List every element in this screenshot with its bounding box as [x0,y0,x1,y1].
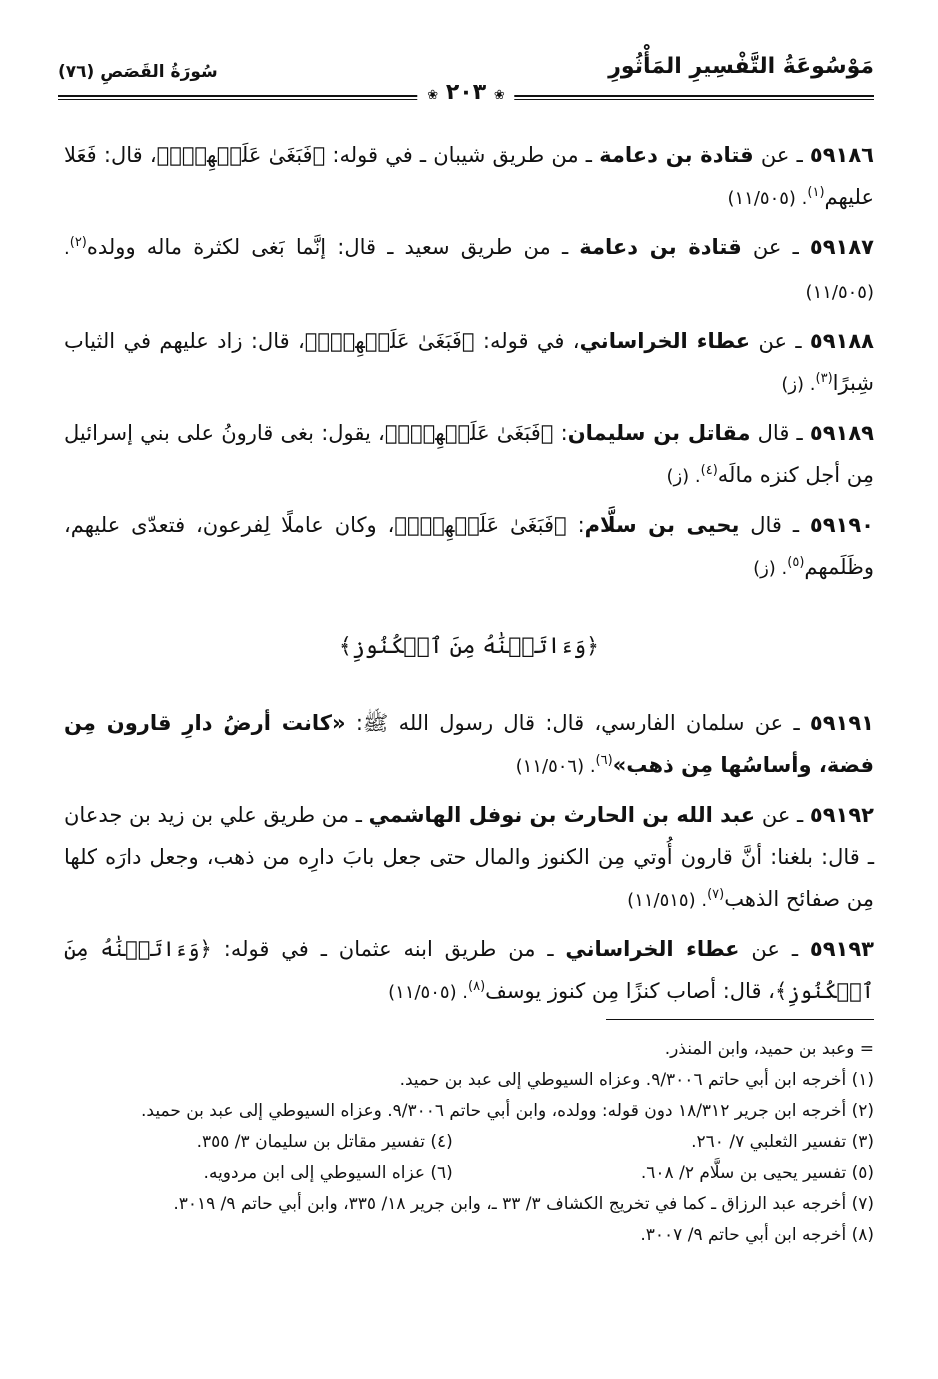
entry-number: ٥٩١٨٦ [809,143,874,167]
entry-text: ، قال: أصاب كنزًا مِن كنوز يوسف [485,979,775,1003]
surah-title: سُورَةُ القَصَصِ (٧٦) [58,62,218,82]
narrator-name: مقاتل بن سليمان [567,421,751,445]
footnote-4: (٤) تفسير مقاتل بن سليمان ٣/ ٣٥٥. [196,1132,453,1152]
footnote-marker: (٨) [468,979,486,994]
narration-entry [64,504,874,590]
volume-reference: . (ز) [781,374,816,395]
footnote-7: (٧) أخرجه عبد الرزاق ـ كما في تخريج الكشاف ٣/ ٣٣ ـ، وابن جرير ١٨/ ٣٣٥، وابن أبي حاتم ٩/ ٣٠١٩. [173,1194,874,1214]
main-text [64,134,874,1020]
volume-reference: . (١١/٥٠٥) [727,188,808,209]
entry-text: ، وكان عاملًا لِفرعون، فتعدّى عليهم، وظَلَمهم [64,513,874,579]
footnote-row [64,1127,874,1158]
entry-text: ـ من طريق شيبان ـ في قوله: [325,143,600,167]
narrator-name: قتادة بن دعامة [579,235,742,259]
narrator-name: عطاء الخراساني [579,329,751,353]
footnote-1: (١) أخرجه ابن أبي حاتم ٩/٣٠٠٦. وعزاه السيوطي إلى عبد بن حميد. [399,1070,874,1090]
quran-quote: ﴿فَبَغَىٰ عَلَيۡهِمۡۖ﴾ [304,329,475,353]
footnotes [64,1034,874,1251]
narration-entry [64,134,874,220]
footnote-marker: (٥) [787,555,805,570]
ornament-icon: ❀ [493,88,505,103]
page-number: ٢٠٣ [445,80,487,105]
narration-entry [64,412,874,498]
entry-text: ـ عن [755,803,810,827]
footnote-6: (٦) عزاه السيوطي إلى ابن مردويه. [203,1163,453,1183]
quran-quote: ﴿فَبَغَىٰ عَلَيۡهِمۡۖ﴾ [394,513,567,537]
entry-number: ٥٩١٩٠ [809,513,874,537]
footnote-8: (٨) أخرجه ابن أبي حاتم ٩/ ٣٠٠٧. [640,1225,874,1245]
page-header [58,50,874,106]
narrator-name: عبد الله بن الحارث بن نوفل الهاشمي [368,803,756,827]
footnote-row [64,1158,874,1189]
page-number-box [417,80,514,105]
footnote-divider [606,1019,874,1020]
entry-text: ، قال: زاد عليهم في الثياب شِبرًا [64,329,874,395]
footnote-5: (٥) تفسير يحيى بن سلَّام ٢/ ٦٠٨. [640,1163,874,1183]
volume-reference: . (١١/٥١٥) [627,890,708,911]
narration-entry [64,702,874,788]
narrator-name: عطاء الخراساني [565,937,740,961]
footnote-marker: (٣) [815,371,833,386]
entry-text: ، يقول: بغى قارونُ على بني إسرائيل مِن أجل كنزه مالَه [64,421,874,487]
footnote-marker: (٦) [595,753,613,768]
entry-number: ٥٩١٨٨ [809,329,874,353]
volume-reference: . (ز) [753,558,788,579]
entry-text: : [553,421,568,445]
entry-text: ـ من طريق سعيد ـ قال: إنَّما بَغى لكثرة ماله وولده [86,235,580,259]
entry-text: ـ قال [739,513,810,537]
quran-quote: ﴿فَبَغَىٰ عَلَيۡهِمۡۖ﴾ [384,421,554,445]
entry-text: ـ عن [741,235,810,259]
section-heading: ﴿وَءَاتَيۡنَٰهُ مِنَ ٱلۡكُنُوزِ﴾ [338,634,600,659]
footnote-marker: (١) [807,185,825,200]
entry-number: ٥٩١٩٢ [809,803,874,827]
narrator-name: قتادة بن دعامة [599,143,754,167]
entry-text: ، قال: فَعَلا عليهم [64,143,874,209]
footnote-continuation: = وعبد بن حميد، وابن المنذر. [664,1039,874,1059]
volume-reference: . (١١/٥٠٥) [388,982,469,1003]
volume-reference: . (١١/٥٠٥) [64,238,874,303]
footnote-marker: (٢) [69,235,87,250]
entry-text: ـ من طريق علي بن زيد بن جدعان ـ قال: بلغنا: أنَّ قارون أُوتي مِن الكنوز والمال حتى جعل بابَ دارِه من ذهب، وجعل دارَه كلها مِن صفائح الذهب [64,803,874,911]
entry-text: ـ عن [753,143,810,167]
entry-number: ٥٩١٨٧ [809,235,874,259]
footnote-marker: (٧) [707,887,725,902]
narration-entry [64,320,874,406]
hadith-text: «كانت أرضُ دارِ قارون مِن فضة، وأساسُها مِن ذهب» [64,711,874,777]
narrator-name: يحيى بن سلَّام [584,513,740,537]
entry-text: ـ من طريق ابنه عثمان ـ في قوله: [211,937,566,961]
footnote-marker: (٤) [700,463,718,478]
entry-text: ، في قوله: [474,329,580,353]
narration-entry [64,928,874,1014]
narration-entry [64,794,874,922]
quran-quote: ﴿فَبَغَىٰ عَلَيۡهِمۡۖ﴾ [156,143,326,167]
ornament-icon: ❀ [427,88,439,103]
entry-text: ـ عن سلمان الفارسي، قال: قال رسول الله ﷺ: [345,711,810,735]
entry-number: ٥٩١٩١ [809,711,874,735]
entry-number: ٥٩١٩٣ [809,937,874,961]
narration-entry [64,226,874,314]
footnote-3: (٣) تفسير الثعلبي ٧/ ٢٦٠. [691,1132,874,1152]
footnote-2: (٢) أخرجه ابن جرير ١٨/٣١٢ دون قوله: وولده، وابن أبي حاتم ٩/٣٠٠٦. وعزاه السيوطي إلى عبد بن حميد. [141,1101,874,1121]
volume-reference: . (ز) [666,466,701,487]
entry-text: ـ عن [750,329,810,353]
entry-text: : [566,513,585,537]
volume-reference: . (١١/٥٠٦) [515,756,596,777]
entry-text: ـ قال [750,421,810,445]
quran-quote: ﴿وَءَاتَيۡنَٰهُ مِنَ ٱلۡكُنُوزِ﴾ [64,937,874,1003]
series-title: مَوْسُوعَةُ التَّفْسِيرِ المَأْثُورِ [608,54,874,79]
entry-text: ـ عن [739,937,810,961]
entry-number: ٥٩١٨٩ [809,421,874,445]
